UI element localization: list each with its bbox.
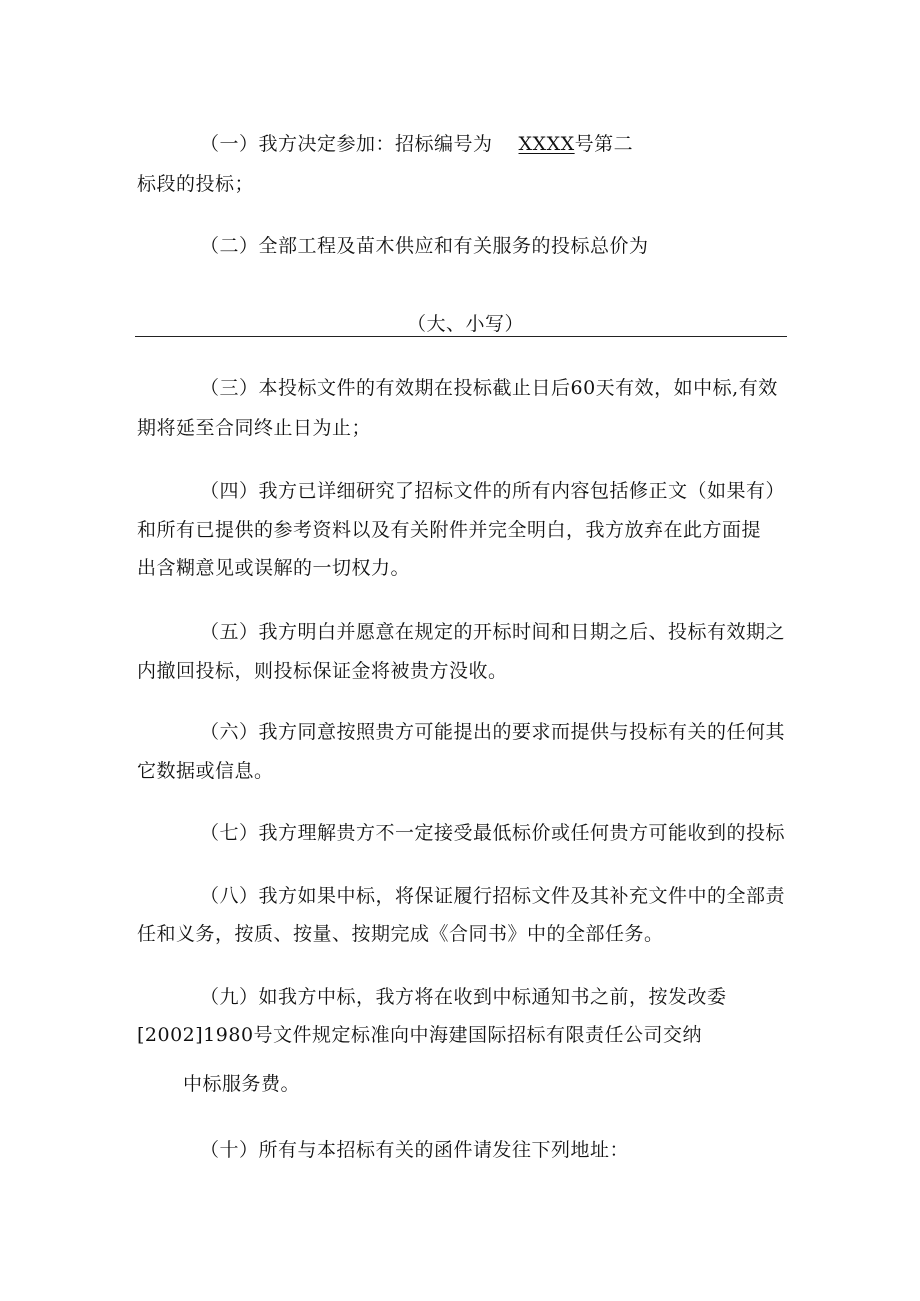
item-10-line-1: （十）所有与本招标有关的函件请发往下列地址： [200,1139,630,1161]
item-4-line-2: 和所有已提供的参考资料以及有关附件并完全明白，我方放弃在此方面提 [137,519,762,541]
item-1-prefix: （一）我方决定参加：招标编号为 [200,133,493,155]
item-3-line-1: （三）本投标文件的有效期在投标截止日后60天有效，如中标,有效 [200,377,778,399]
bid-code: XXXX [518,133,575,155]
item-9-line-2: [2002]1980号文件规定标准向中海建国际招标有限责任公司交纳 [137,1024,703,1046]
amount-underline [135,336,787,337]
item-6-line-1: （六）我方同意按照贵方可能提出的要求而提供与投标有关的任何其 [200,721,786,743]
item-5-line-1: （五）我方明白并愿意在规定的开标时间和日期之后、投标有效期之 [200,621,786,643]
item-7-line-1: （七）我方理解贵方不一定接受最低标价或任何贵方可能收到的投标 [200,822,786,844]
item-1-line-1 [200,132,633,156]
item-4-line-1: （四）我方已详细研究了招标文件的所有内容包括修正文（如果有） [200,480,786,502]
item-4-line-3: 出含糊意见或误解的一切权力。 [137,557,411,579]
item-8-line-2: 任和义务，按质、按量、按期完成《合同书》中的全部任务。 [137,923,664,945]
item-1-line-2: 标段的投标； [137,173,255,195]
item-8-line-1: （八）我方如果中标，将保证履行招标文件及其补充文件中的全部责 [200,885,786,907]
item-9-line-3: 中标服务费。 [183,1073,301,1095]
item-2-line-1: （二）全部工程及苗木供应和有关服务的投标总价为 [200,235,649,257]
item-1-suffix: 号第二 [574,133,634,155]
item-5-line-2: 内撤回投标，则投标保证金将被贵方没收。 [137,660,508,682]
item-9-line-1: （九）如我方中标，我方将在收到中标通知书之前，按发改委 [200,986,727,1008]
item-3-line-2: 期将延至合同终止日为止； [137,417,372,439]
item-6-line-2: 它数据或信息。 [137,760,274,782]
amount-label: （大、小写） [407,313,525,335]
